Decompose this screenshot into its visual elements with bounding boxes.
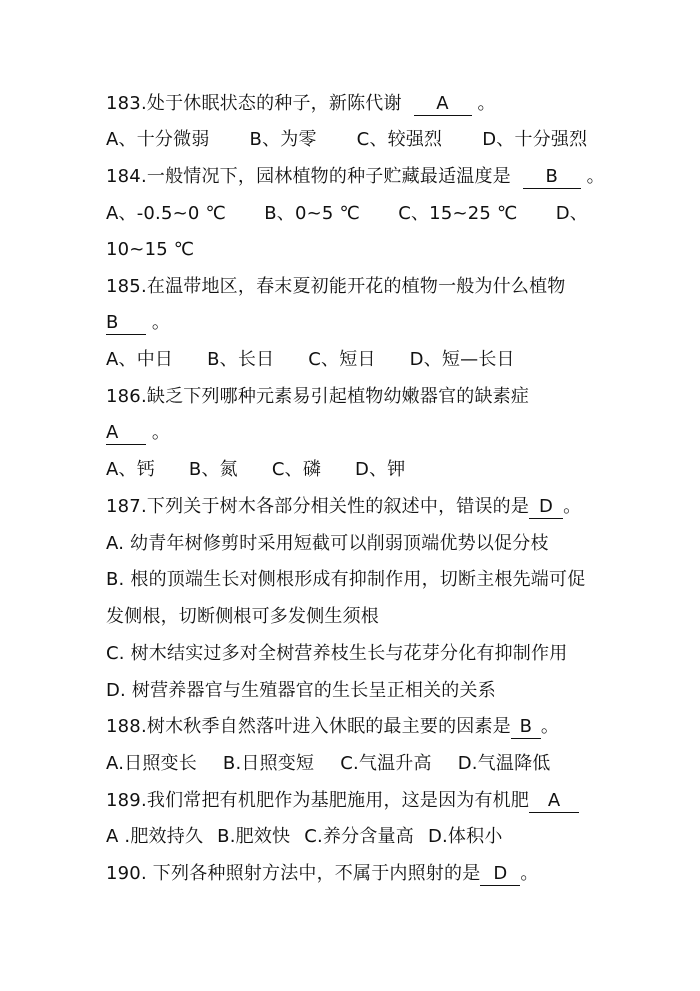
- option-d: D、钾: [355, 459, 406, 480]
- question-187-stem: [106, 495, 606, 519]
- question-184-text: 184.一般情况下，园林植物的种子贮藏最适温度是: [106, 166, 511, 187]
- question-183-answer: A: [414, 93, 472, 116]
- option-d: D、: [555, 203, 588, 224]
- option-c: C、磷: [271, 459, 322, 480]
- question-185-answer-line: [106, 311, 606, 335]
- option-a: A.日照变长: [106, 753, 197, 774]
- question-190-stem: [106, 862, 606, 886]
- question-184-stem: [106, 165, 606, 189]
- question-183-end: 。: [477, 93, 496, 114]
- question-184-end: 。: [586, 166, 605, 187]
- question-188-text: 188.树木秋季自然落叶进入休眠的最主要的因素是: [106, 716, 511, 737]
- question-183-text: 183.处于休眠状态的种子，新陈代谢: [106, 93, 402, 114]
- option-d: D、短—长日: [409, 349, 515, 370]
- question-189-options: [106, 825, 606, 849]
- question-188-end: 。: [540, 716, 560, 737]
- question-185-stem: [106, 275, 606, 299]
- question-187-option-c: C. 树木结实过多对全树营养枝生长与花芽分化有抑制作用: [106, 643, 568, 664]
- option-d-value: 10~15 ℃: [106, 239, 195, 260]
- question-189-answer: A: [529, 790, 579, 813]
- option-d: D.体积小: [427, 826, 503, 847]
- question-187-option-a: A. 幼青年树修剪时采用短截可以削弱顶端优势以促分枝: [106, 533, 549, 554]
- option-d: D、十分强烈: [482, 129, 588, 150]
- question-185-end: 。: [151, 312, 171, 333]
- question-186-answer: A: [106, 422, 146, 445]
- option-a: A、十分微弱: [106, 129, 210, 150]
- question-183-options: [106, 128, 588, 152]
- option-b: B.日照变短: [222, 753, 315, 774]
- question-190-text: 190. 下列各种照射方法中，不属于内照射的是: [106, 863, 481, 884]
- option-a: A .肥效持久: [106, 826, 204, 847]
- question-186-stem: [106, 385, 606, 409]
- option-b: B.肥效快: [217, 826, 291, 847]
- option-a: A、中日: [106, 349, 174, 370]
- question-187-option-b-line2: 发侧根，切断侧根可多发侧生须根: [106, 606, 379, 627]
- question-184-answer: B: [523, 166, 581, 189]
- question-187-option-b-line1: B. 根的顶端生长对侧根形成有抑制作用，切断主根先端可促: [106, 569, 586, 590]
- question-189-stem: [106, 789, 606, 813]
- option-c: C.气温升高: [340, 753, 432, 774]
- question-190-answer: D: [480, 863, 520, 886]
- option-b: B、长日: [207, 349, 275, 370]
- question-188-options: [106, 752, 606, 776]
- question-187-text: 187.下列关于树木各部分相关性的叙述中，错误的是: [106, 496, 530, 517]
- question-185-options: [106, 348, 606, 372]
- question-188-stem: [106, 715, 606, 739]
- question-188-answer: B: [511, 716, 541, 739]
- question-185-answer: B: [106, 312, 146, 335]
- option-a: A、-0.5~0 ℃: [106, 203, 226, 224]
- question-184-options-continued: [106, 238, 606, 262]
- option-b: B、为零: [249, 129, 317, 150]
- question-187-end: 。: [563, 496, 582, 517]
- question-186-text: 186.缺乏下列哪种元素易引起植物幼嫩器官的缺素症: [106, 386, 530, 407]
- option-b: B、0~5 ℃: [264, 203, 360, 224]
- option-b: B、氮: [188, 459, 238, 480]
- question-185-text: 185.在温带地区，春末夏初能开花的植物一般为什么植物: [106, 276, 566, 297]
- question-186-options: [106, 458, 606, 482]
- question-186-end: 。: [151, 422, 171, 443]
- option-d: D.气温降低: [457, 753, 551, 774]
- question-186-answer-line: [106, 421, 606, 445]
- question-183-stem: [106, 92, 606, 116]
- question-187-answer: D: [529, 496, 563, 519]
- option-c: C、短日: [308, 349, 376, 370]
- option-c: C、15~25 ℃: [398, 203, 518, 224]
- question-189-text: 189.我们常把有机肥作为基肥施用，这是因为有机肥: [106, 790, 530, 811]
- question-190-end: 。: [520, 863, 539, 884]
- option-c: C.养分含量高: [304, 826, 414, 847]
- question-184-options: [106, 202, 588, 226]
- option-c: C、较强烈: [356, 129, 443, 150]
- option-a: A、钙: [106, 459, 155, 480]
- question-187-option-d: D. 树营养器官与生殖器官的生长呈正相关的关系: [106, 680, 496, 701]
